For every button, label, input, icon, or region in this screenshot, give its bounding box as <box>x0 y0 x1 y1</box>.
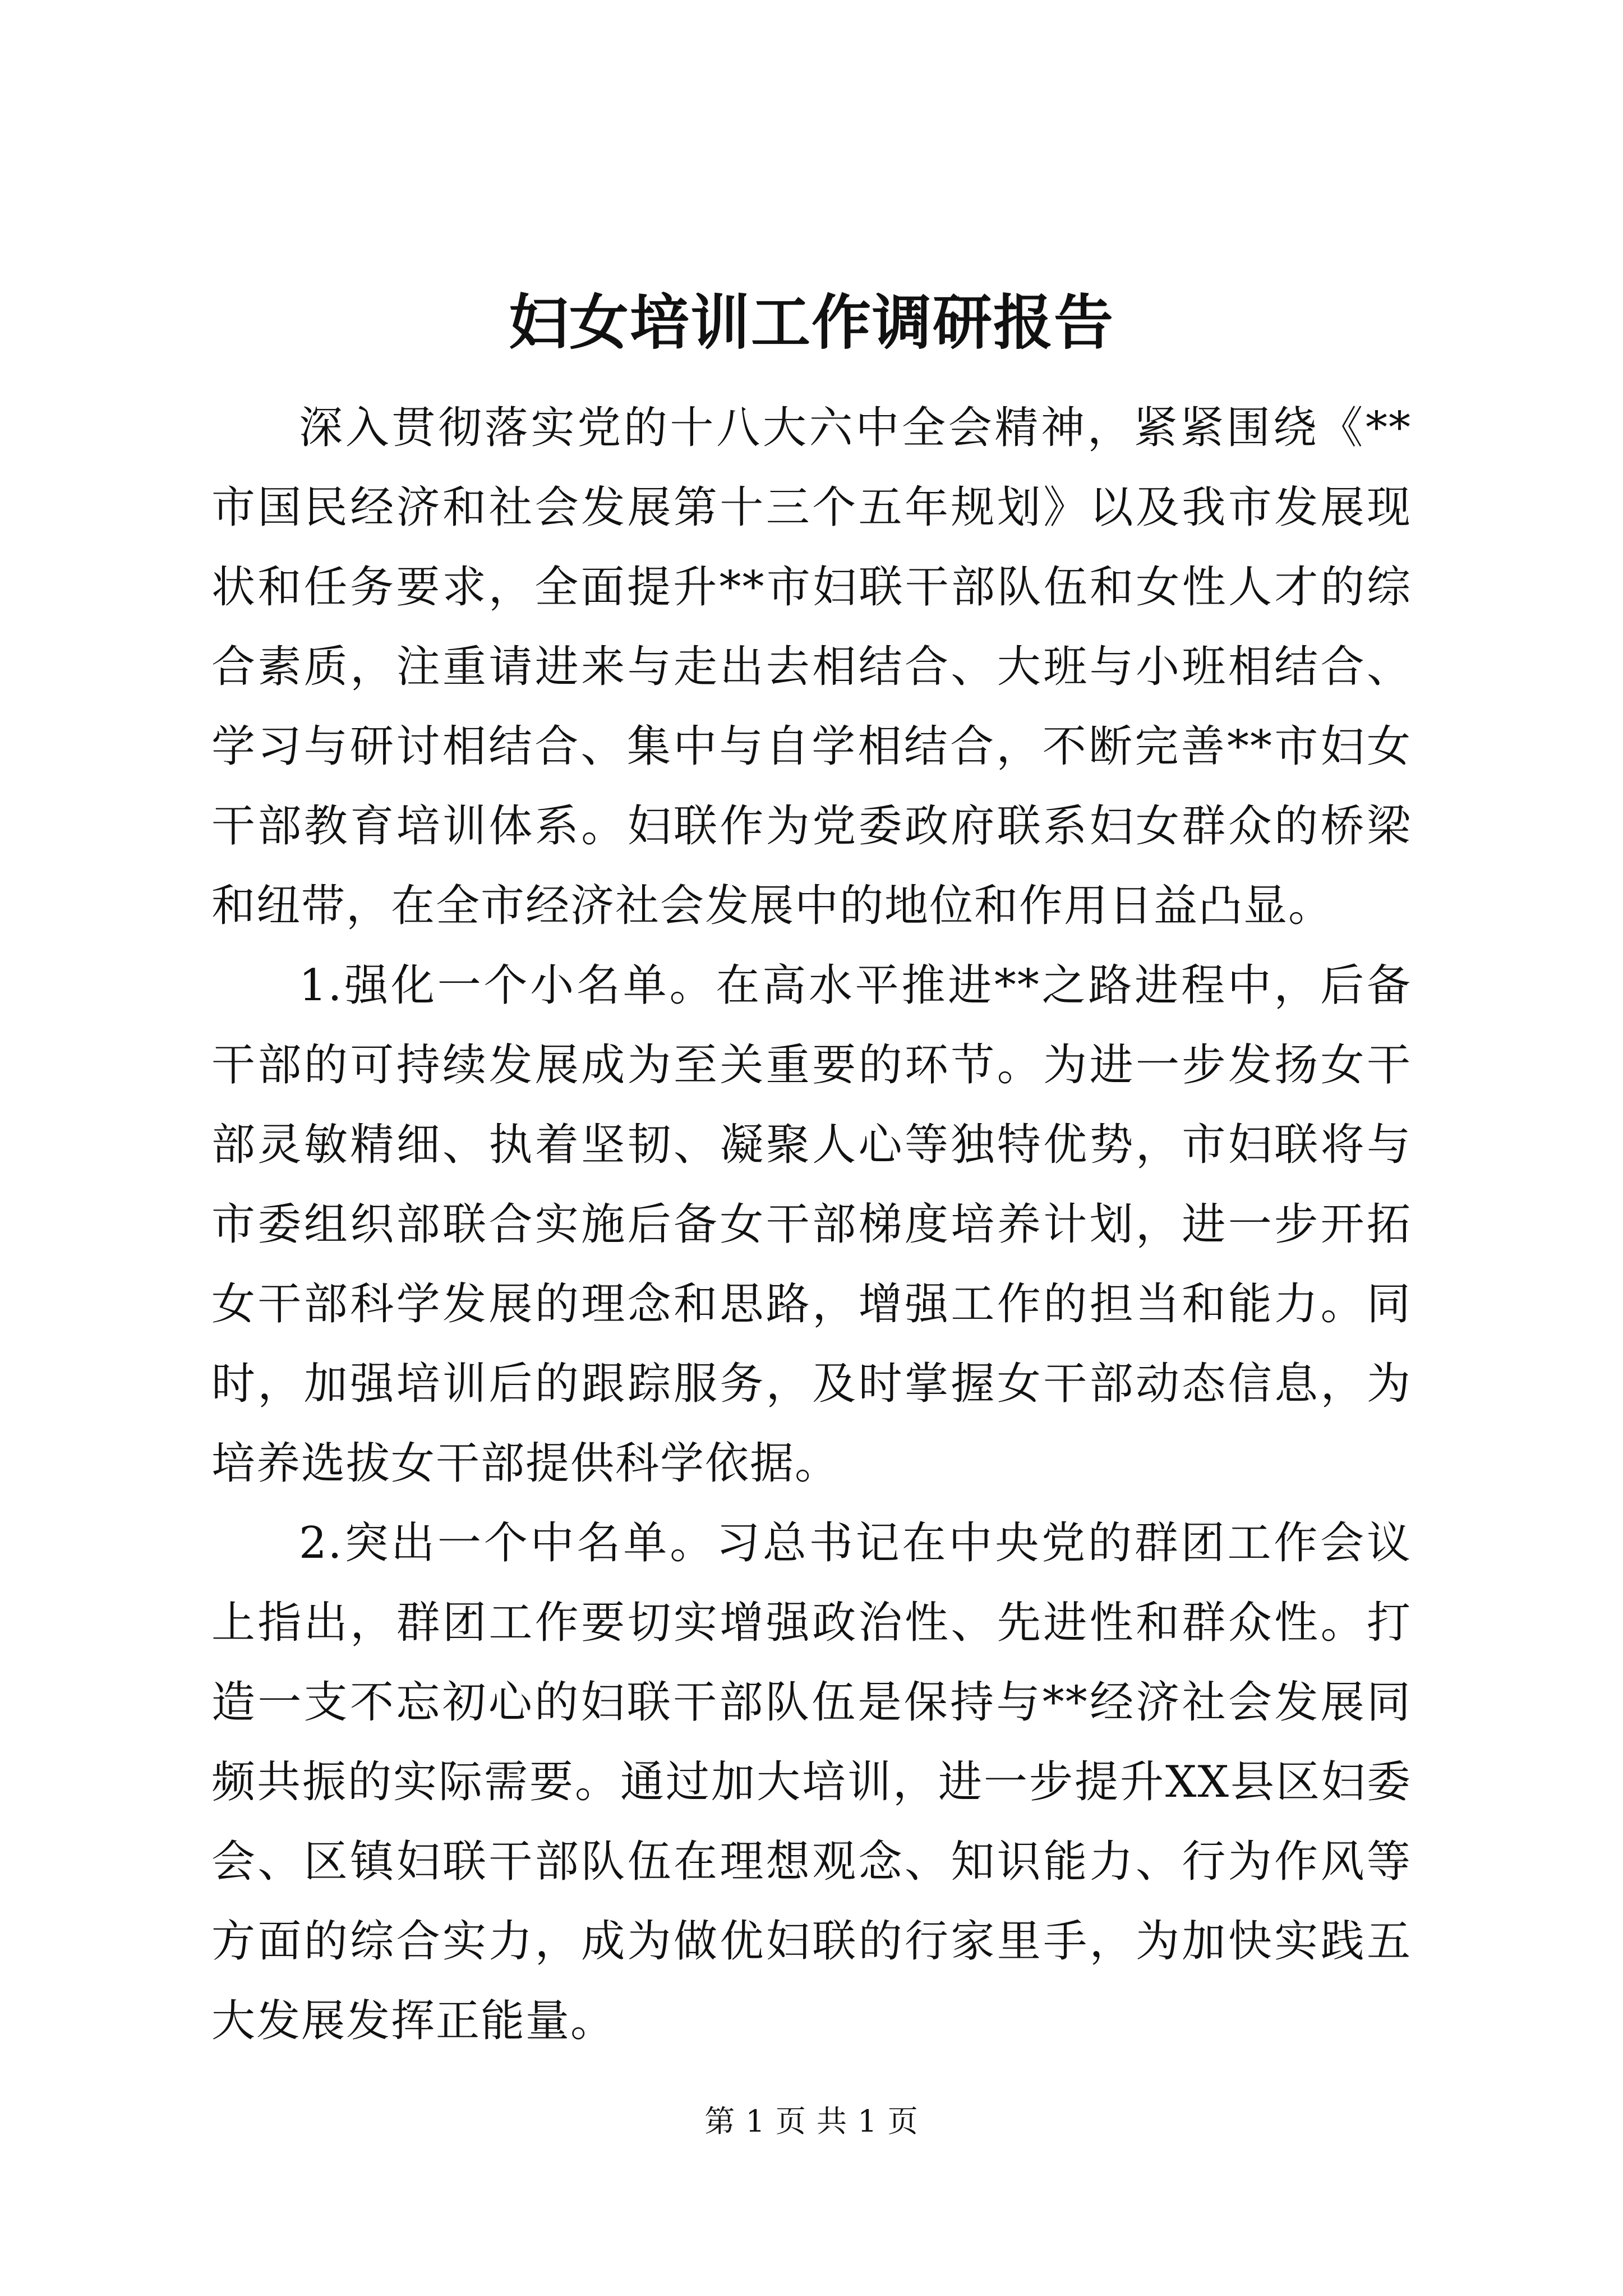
paragraph-intro: 深入贯彻落实党的十八大六中全会精神，紧紧围绕《**市国民经济和社会发展第十三个五年规划》以及我市发展现状和任务要求，全面提升**市妇联干部队伍和女性人才的综合素质，注重请进来与走出去相结合、大班与小班相结合、学习与研讨相结合、集中与自学相结合，不断完善**市妇女干部教育培训体系。妇联作为党委政府联系妇女群众的桥梁和纽带，在全市经济社会发展中的地位和作用日益凸显。 <box>211 403 1412 931</box>
page-footer: 第 1 页 共 1 页 <box>704 2104 919 2139</box>
paragraph-item-2: 2.突出一个中名单。习总书记在中央党的群团工作会议上指出，群团工作要切实增强政治性、先进性和群众性。打造一支不忘初心的妇联干部队伍是保持与**经济社会发展同频共振的实际需要。通过加大培训，进一步提升XX县区妇委会、区镇妇联干部队伍在理想观念、知识能力、行为作风等方面的综合实力，成为做优妇联的行家里手，为加快实践五大发展发挥正能量。 <box>211 1518 1412 2046</box>
paragraph-item-1: 1.强化一个小名单。在高水平推进**之路进程中，后备干部的可持续发展成为至关重要的环节。为进一步发扬女干部灵敏精细、执着坚韧、凝聚人心等独特优势，市妇联将与市委组织部联合实施后备女干部梯度培养计划，进一步开拓女干部科学发展的理念和思路，增强工作的担当和能力。同时，加强培训后的跟踪服务，及时掌握女干部动态信息，为培养选拔女干部提供科学依据。 <box>211 960 1412 1489</box>
document-body <box>211 388 1412 2061</box>
document-title: 妇女培训工作调研报告 <box>509 287 1114 357</box>
